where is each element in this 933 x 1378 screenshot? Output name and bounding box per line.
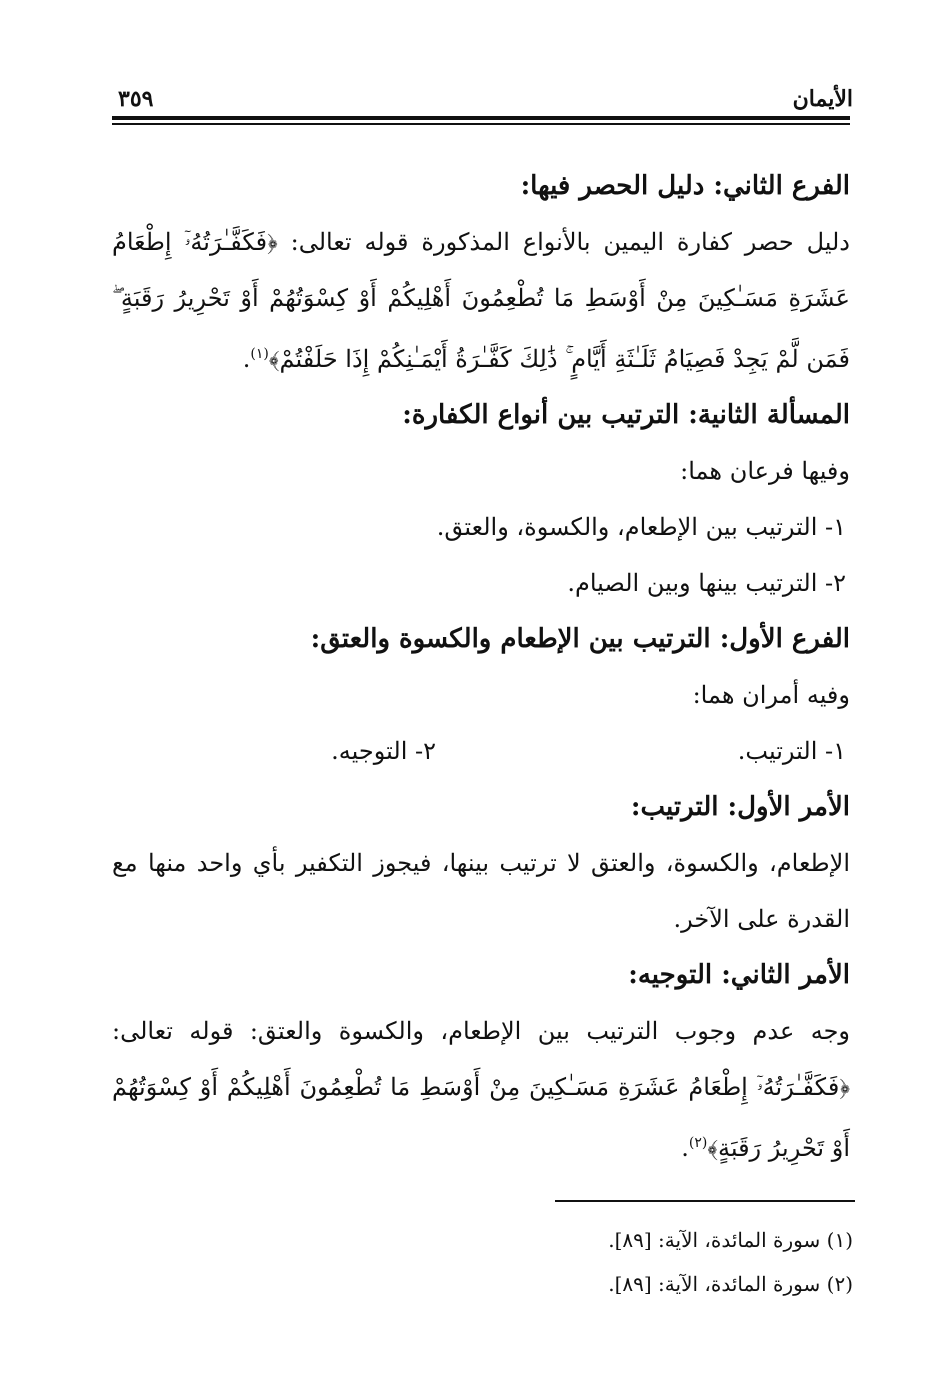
list-item: ١- الترتيب. <box>737 737 846 765</box>
section-heading: الفرع الأول: الترتيب بين الإطعام والكسوة والعتق: <box>310 624 850 654</box>
footnote: (٢) سورة المائدة، الآية: [٨٩]. <box>608 1272 853 1296</box>
page-number: ٣٥٩ <box>118 86 154 112</box>
list-item: ٢- الترتيب بينها وبين الصيام. <box>567 569 846 597</box>
section-heading: المسألة الثانية: الترتيب بين أنواع الكفارة: <box>402 400 850 430</box>
list-item: ١- الترتيب بين الإطعام، والكسوة، والعتق. <box>436 513 846 541</box>
running-header-title: الأيمان <box>792 86 853 112</box>
footnote: (١) سورة المائدة، الآية: [٨٩]. <box>608 1228 853 1252</box>
header-rule-thin <box>112 123 850 125</box>
intro-line: وفيه أمران هما: <box>692 681 850 709</box>
two-column-list <box>112 723 850 779</box>
section-heading: الفرع الثاني: دليل الحصر فيها: <box>520 171 850 201</box>
header-rule-thick <box>112 116 850 120</box>
quran-quote: ﴿فَكَفَّـٰرَتُهُۥٓ إِطْعَامُ عَشَرَةِ مَسَـٰكِينَ مِنْ أَوْسَطِ مَا تُطْعِمُونَ أَهْلِيكُمْ أَوْ كِسْوَتُهُمْ أَوْ تَحْرِيرُ رَقَبَةٍ ۖ فَمَن لَّمْ يَجِدْ فَصِيَامُ ثَلَـٰثَةِ أَيَّامٍ ۚ ذَٰلِكَ كَفَّـٰرَةُ أَيْمَـٰنِكُمْ إِذَا حَلَفْتُمْ﴾ <box>112 228 850 373</box>
paragraph-text: وجه عدم وجوب الترتيب بين الإطعام، والكسوة والعتق: قوله تعالى: <box>112 1017 850 1045</box>
period: . <box>242 345 251 373</box>
intro-line: وفيها فرعان هما: <box>680 457 850 485</box>
page-body <box>112 158 850 1176</box>
paragraph-text: دليل حصر كفارة اليمين بالأنواع المذكورة قوله تعالى: <box>290 228 850 256</box>
list-item: ٢- التوجيه. <box>331 737 436 765</box>
period: . <box>681 1134 689 1162</box>
section-heading: الأمر الأول: الترتيب: <box>630 792 850 822</box>
paragraph: الإطعام، والكسوة، والعتق لا ترتيب بينها، فيجوز التكفير بأي واحد منها مع القدرة على الآخر. <box>112 849 850 933</box>
paragraph <box>112 214 850 387</box>
footnote-separator <box>555 1200 855 1202</box>
section-heading: الأمر الثاني: التوجيه: <box>628 960 850 990</box>
paragraph <box>112 1003 850 1176</box>
footnote-ref: (٢) <box>688 1135 708 1151</box>
footnote-ref: (١) <box>250 346 269 362</box>
footnotes <box>293 1218 853 1306</box>
quran-quote: ﴿فَكَفَّـٰرَتُهُۥٓ إِطْعَامُ عَشَرَةِ مَسَـٰكِينَ مِنْ أَوْسَطِ مَا تُطْعِمُونَ أَهْلِيكُمْ أَوْ كِسْوَتُهُمْ أَوْ تَحْرِيرُ رَقَبَةٍ﴾ <box>112 1073 850 1162</box>
